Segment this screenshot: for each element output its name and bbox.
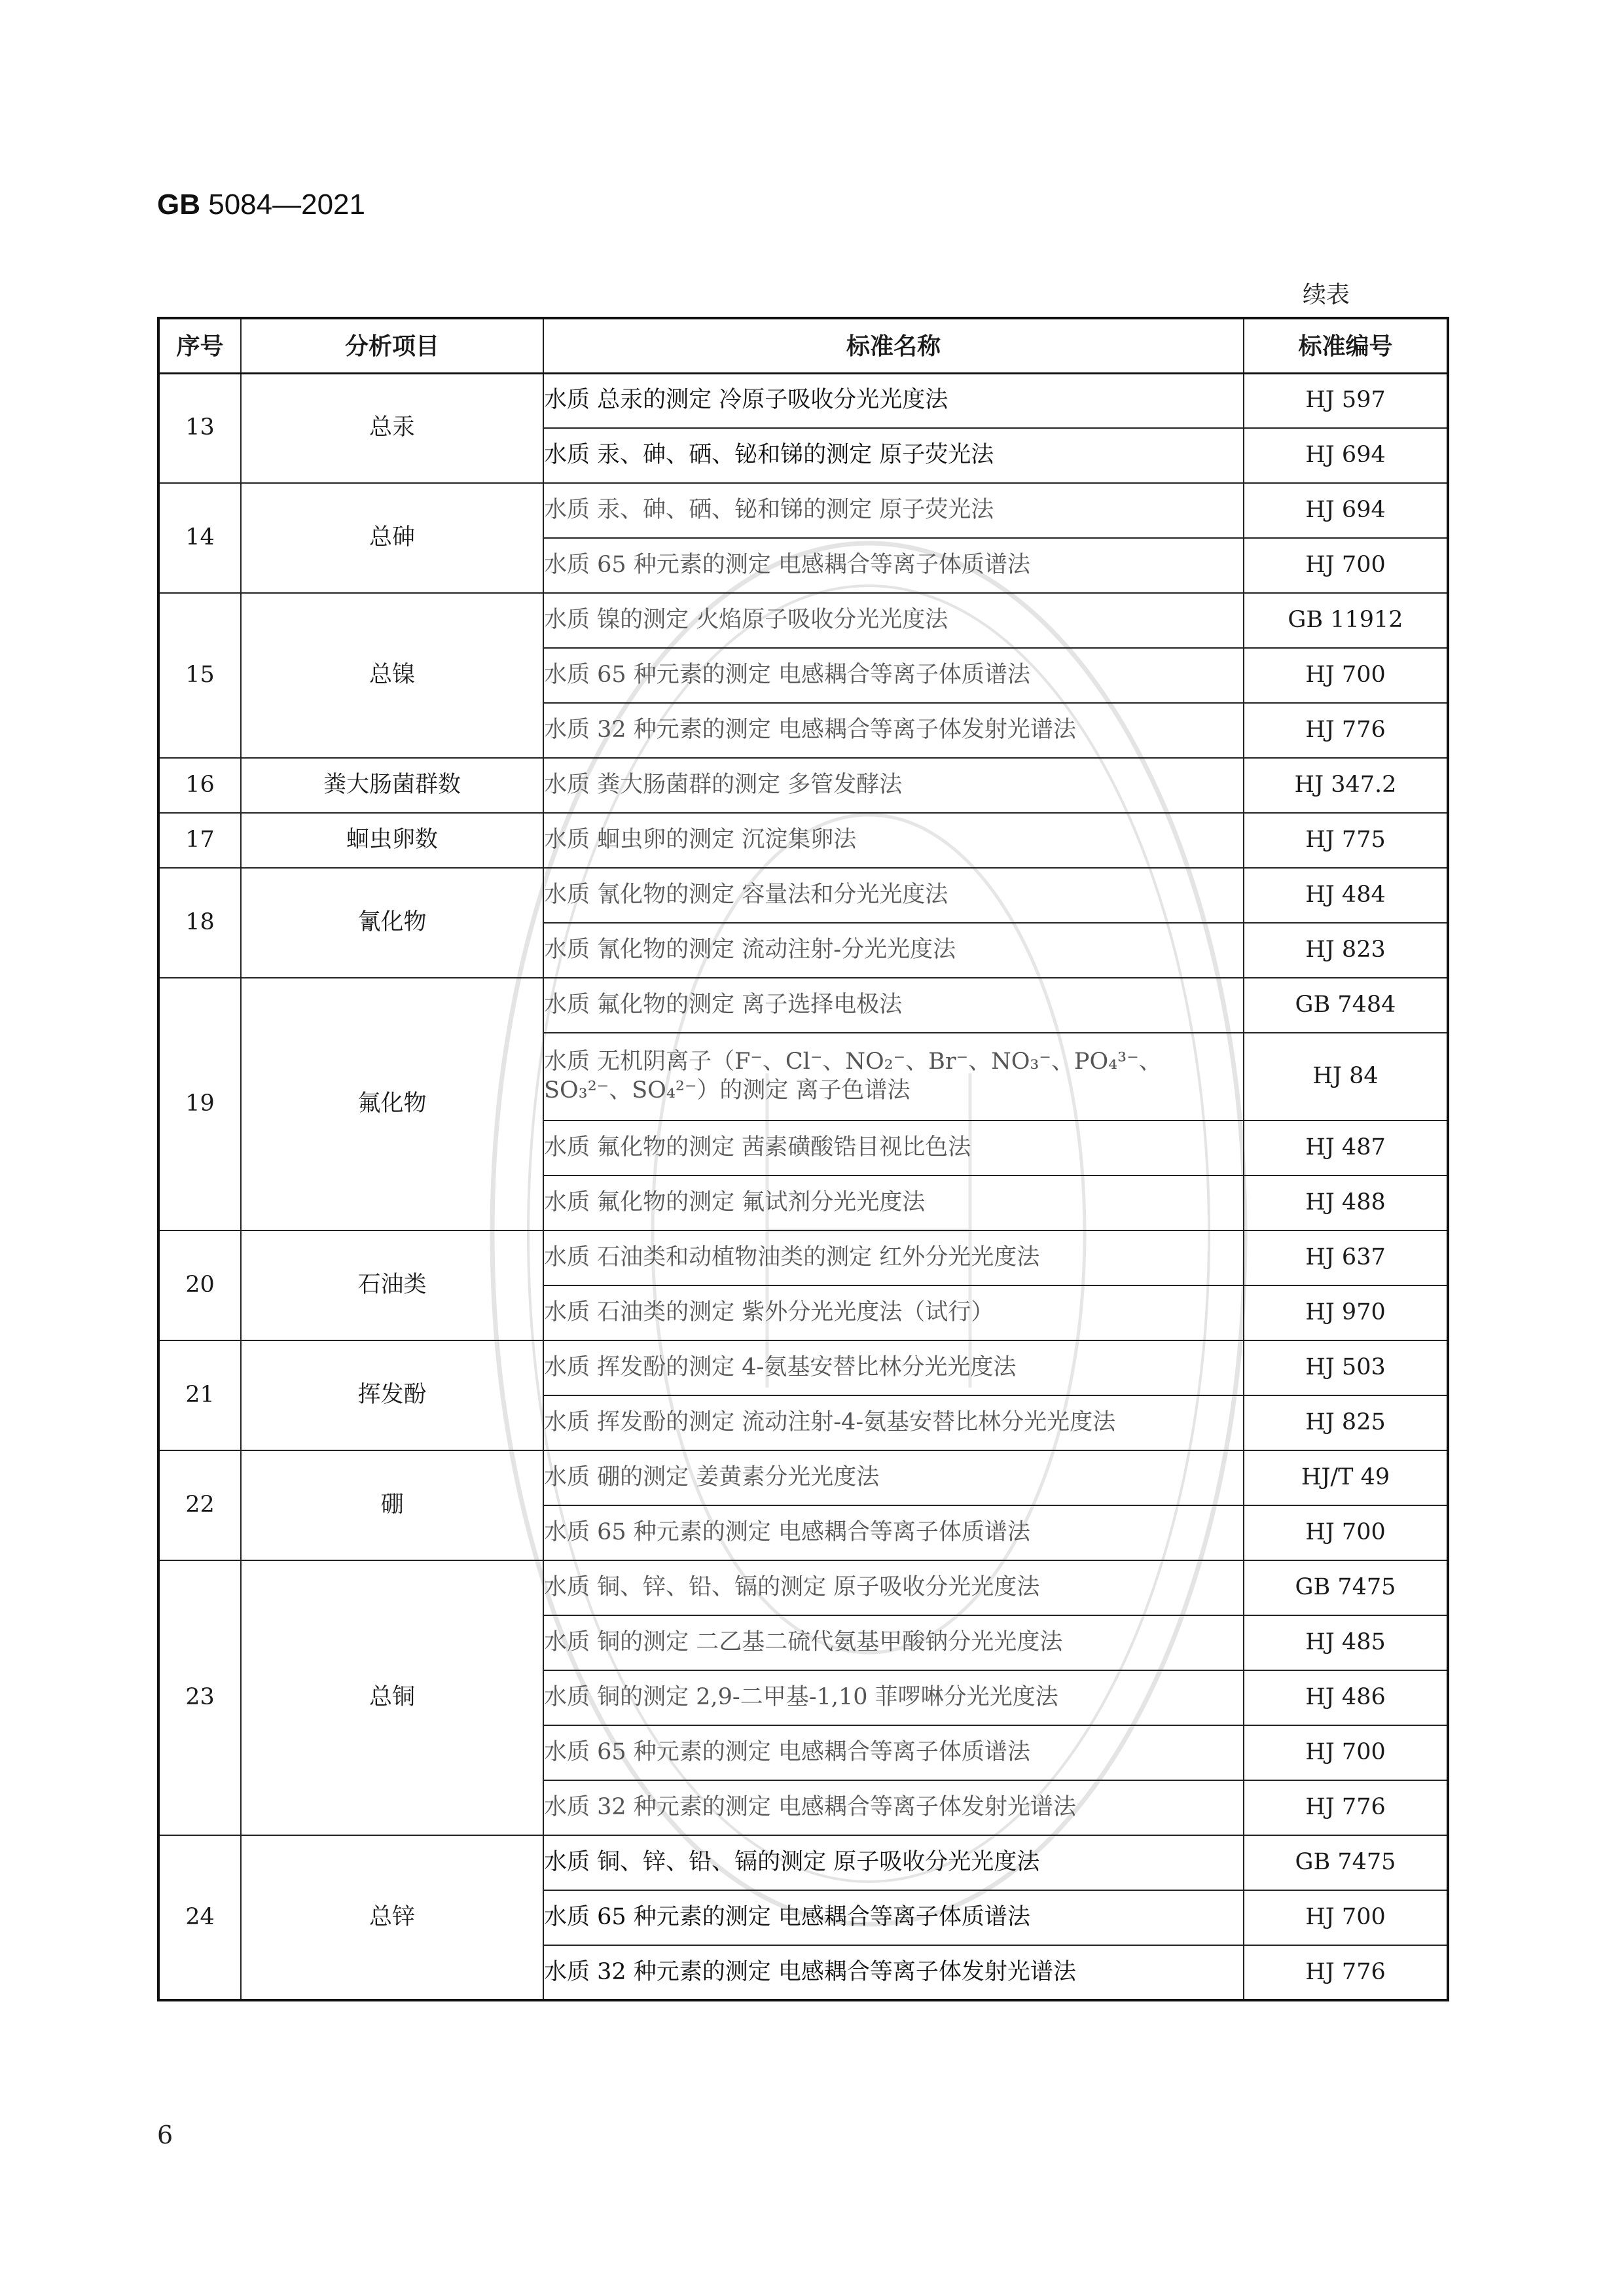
standard-code: HJ 694 xyxy=(1244,483,1448,538)
standard-code: HJ 700 xyxy=(1244,648,1448,703)
row-item: 粪大肠菌群数 xyxy=(241,758,543,813)
standard-prefix: GB xyxy=(157,188,200,221)
standard-name: 水质 铜的测定 2,9-二甲基-1,10 菲啰啉分光光度法 xyxy=(543,1670,1244,1725)
standard-name: 水质 32 种元素的测定 电感耦合等离子体发射光谱法 xyxy=(543,703,1244,758)
row-serial: 24 xyxy=(158,1835,241,2000)
table-row xyxy=(158,813,1448,868)
standard-name: 水质 65 种元素的测定 电感耦合等离子体质谱法 xyxy=(543,648,1244,703)
standard-code: HJ 700 xyxy=(1244,1505,1448,1560)
standard-code: HJ 485 xyxy=(1244,1615,1448,1670)
standard-code: GB 7475 xyxy=(1244,1835,1448,1890)
standard-name: 水质 挥发酚的测定 4-氨基安替比林分光光度法 xyxy=(543,1340,1244,1395)
standard-name: 水质 石油类和动植物油类的测定 红外分光光度法 xyxy=(543,1230,1244,1285)
table-header-row xyxy=(158,318,1448,373)
row-serial: 14 xyxy=(158,483,241,593)
table-row xyxy=(158,758,1448,813)
table-row xyxy=(158,483,1448,538)
standard-code: HJ 347.2 xyxy=(1244,758,1448,813)
standard-code: HJ 484 xyxy=(1244,868,1448,923)
standard-name: 水质 汞、砷、硒、铋和锑的测定 原子荧光法 xyxy=(543,483,1244,538)
table-row xyxy=(158,978,1448,1033)
row-item: 蛔虫卵数 xyxy=(241,813,543,868)
document-header xyxy=(157,188,365,221)
standard-code: HJ 775 xyxy=(1244,813,1448,868)
table-row xyxy=(158,868,1448,923)
row-serial: 23 xyxy=(158,1560,241,1835)
row-item: 总汞 xyxy=(241,373,543,483)
standard-name: 水质 65 种元素的测定 电感耦合等离子体质谱法 xyxy=(543,538,1244,593)
standard-code: HJ 503 xyxy=(1244,1340,1448,1395)
standard-name: 水质 蛔虫卵的测定 沉淀集卵法 xyxy=(543,813,1244,868)
standard-name: 水质 总汞的测定 冷原子吸收分光光度法 xyxy=(543,373,1244,428)
row-item: 氟化物 xyxy=(241,978,543,1230)
standard-name: 水质 镍的测定 火焰原子吸收分光光度法 xyxy=(543,593,1244,648)
standard-name: 水质 65 种元素的测定 电感耦合等离子体质谱法 xyxy=(543,1725,1244,1780)
standard-name: 水质 65 种元素的测定 电感耦合等离子体质谱法 xyxy=(543,1890,1244,1945)
column-header-standard-code: 标准编号 xyxy=(1244,318,1448,373)
standard-code: HJ 488 xyxy=(1244,1175,1448,1230)
standard-name: 水质 32 种元素的测定 电感耦合等离子体发射光谱法 xyxy=(543,1945,1244,2000)
table-row xyxy=(158,593,1448,648)
table-row xyxy=(158,1560,1448,1615)
row-serial: 16 xyxy=(158,758,241,813)
row-item: 总镍 xyxy=(241,593,543,758)
table-row xyxy=(158,1835,1448,1890)
table-row xyxy=(158,373,1448,428)
standard-name: 水质 氟化物的测定 离子选择电极法 xyxy=(543,978,1244,1033)
standard-name: 水质 铜、锌、铅、镉的测定 原子吸收分光光度法 xyxy=(543,1560,1244,1615)
row-serial: 13 xyxy=(158,373,241,483)
standard-code: HJ 694 xyxy=(1244,428,1448,483)
table-row xyxy=(158,1230,1448,1285)
table-row xyxy=(158,1450,1448,1505)
page-number: 6 xyxy=(157,2121,173,2149)
column-header-item: 分析项目 xyxy=(241,318,543,373)
table-continued-label: 续表 xyxy=(1303,281,1350,308)
standard-code: HJ 823 xyxy=(1244,923,1448,978)
standard-code: HJ 637 xyxy=(1244,1230,1448,1285)
table-row xyxy=(158,1340,1448,1395)
standards-table xyxy=(157,317,1449,2001)
standard-name: 水质 氰化物的测定 流动注射-分光光度法 xyxy=(543,923,1244,978)
standard-name: 水质 氰化物的测定 容量法和分光光度法 xyxy=(543,868,1244,923)
row-serial: 20 xyxy=(158,1230,241,1340)
standard-name: 水质 铜、锌、铅、镉的测定 原子吸收分光光度法 xyxy=(543,1835,1244,1890)
standard-name: 水质 汞、砷、硒、铋和锑的测定 原子荧光法 xyxy=(543,428,1244,483)
standard-code: 5084—2021 xyxy=(200,188,365,221)
standard-code: HJ/T 49 xyxy=(1244,1450,1448,1505)
standard-code: HJ 84 xyxy=(1244,1033,1448,1121)
row-item: 总砷 xyxy=(241,483,543,593)
standard-code: HJ 597 xyxy=(1244,373,1448,428)
standard-name: 水质 氟化物的测定 氟试剂分光光度法 xyxy=(543,1175,1244,1230)
standard-code: HJ 825 xyxy=(1244,1395,1448,1450)
row-serial: 15 xyxy=(158,593,241,758)
row-serial: 17 xyxy=(158,813,241,868)
standard-code: GB 7484 xyxy=(1244,978,1448,1033)
row-item: 总锌 xyxy=(241,1835,543,2000)
standard-name: 水质 硼的测定 姜黄素分光光度法 xyxy=(543,1450,1244,1505)
row-serial: 21 xyxy=(158,1340,241,1450)
standard-code: HJ 700 xyxy=(1244,1890,1448,1945)
row-item: 氰化物 xyxy=(241,868,543,978)
standard-name: 水质 铜的测定 二乙基二硫代氨基甲酸钠分光光度法 xyxy=(543,1615,1244,1670)
row-serial: 22 xyxy=(158,1450,241,1560)
standard-name: 水质 65 种元素的测定 电感耦合等离子体质谱法 xyxy=(543,1505,1244,1560)
standard-code: HJ 776 xyxy=(1244,1780,1448,1835)
standard-code: HJ 776 xyxy=(1244,1945,1448,2000)
standard-code: HJ 487 xyxy=(1244,1121,1448,1175)
standard-name: 水质 氟化物的测定 茜素磺酸锆目视比色法 xyxy=(543,1121,1244,1175)
row-item: 硼 xyxy=(241,1450,543,1560)
row-item: 总铜 xyxy=(241,1560,543,1835)
standard-code: HJ 486 xyxy=(1244,1670,1448,1725)
standard-code: HJ 970 xyxy=(1244,1285,1448,1340)
row-serial: 19 xyxy=(158,978,241,1230)
row-item: 挥发酚 xyxy=(241,1340,543,1450)
standard-code: GB 7475 xyxy=(1244,1560,1448,1615)
standard-name: 水质 挥发酚的测定 流动注射-4-氨基安替比林分光光度法 xyxy=(543,1395,1244,1450)
standard-code: GB 11912 xyxy=(1244,593,1448,648)
row-serial: 18 xyxy=(158,868,241,978)
column-header-serial: 序号 xyxy=(158,318,241,373)
standard-code: HJ 700 xyxy=(1244,538,1448,593)
standard-name: 水质 32 种元素的测定 电感耦合等离子体发射光谱法 xyxy=(543,1780,1244,1835)
standard-name: 水质 无机阴离子（F⁻、Cl⁻、NO₂⁻、Br⁻、NO₃⁻、PO₄³⁻、SO₃²⁻、SO₄²⁻）的测定 离子色谱法 xyxy=(543,1033,1244,1121)
standard-name: 水质 石油类的测定 紫外分光光度法（试行） xyxy=(543,1285,1244,1340)
standard-code: HJ 700 xyxy=(1244,1725,1448,1780)
standard-name: 水质 粪大肠菌群的测定 多管发酵法 xyxy=(543,758,1244,813)
row-item: 石油类 xyxy=(241,1230,543,1340)
standard-code: HJ 776 xyxy=(1244,703,1448,758)
column-header-standard-name: 标准名称 xyxy=(543,318,1244,373)
